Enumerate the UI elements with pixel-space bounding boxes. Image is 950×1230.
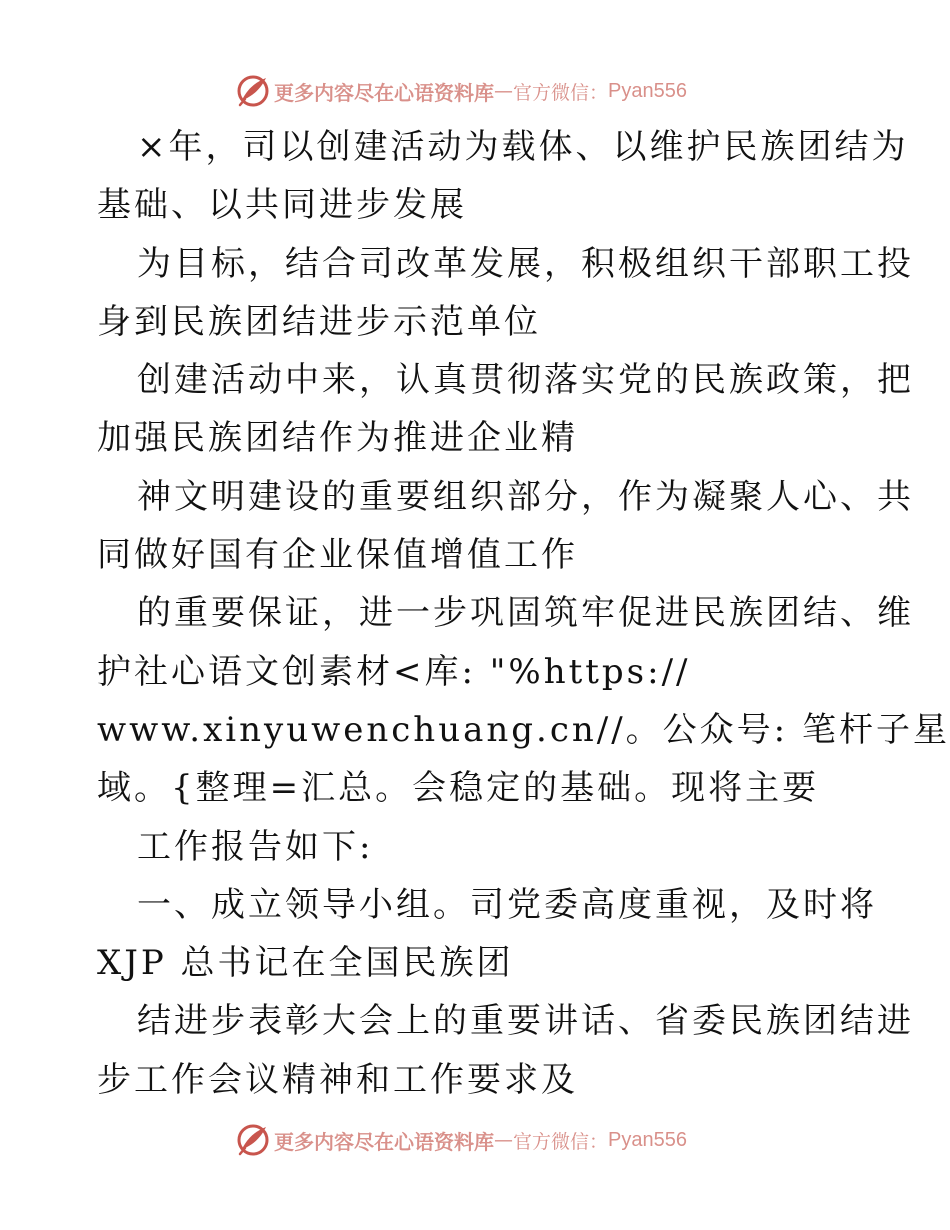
text-line: 创建活动中来，认真贯彻落实党的民族政策，把 (137, 360, 914, 401)
text-line: 为目标，结合司改革发展，积极组织干部职工投 (137, 243, 914, 284)
header-watermark (236, 73, 687, 109)
watermark-title: 更多内容尽在心语资料库 (274, 1129, 494, 1154)
footer-watermark (236, 1122, 687, 1158)
text-line: 神文明建设的重要组织部分，作为凝聚人心、共 (137, 476, 914, 517)
watermark-title: 更多内容尽在心语资料库 (274, 80, 494, 105)
watermark-dash: — (494, 80, 513, 102)
quill-logo-icon (236, 74, 270, 108)
watermark-subtitle: 官方微信： (513, 81, 609, 104)
text-line: 的重要保证，进一步巩固筑牢促进民族团结、维 (137, 593, 914, 634)
text-line: 步工作会议精神和工作要求及 (97, 1059, 578, 1100)
document-body (97, 118, 950, 1109)
text-line: 工作报告如下: (137, 826, 374, 867)
text-line: ×年，司以创建活动为载体、以维护民族团结为 (137, 127, 909, 167)
watermark-subtitle: 官方微信： (513, 1130, 609, 1153)
text-line: XJP 总书记在全国民族团 (97, 943, 514, 984)
text-line: 结进步表彰大会上的重要讲话、省委民族团结进 (137, 1001, 914, 1042)
text-line: www.xinyuwenchuang.cn//。公众号: 笔杆子星 (97, 709, 950, 750)
text-line: 身到民族团结进步示范单位 (97, 301, 541, 342)
text-line: 域。{整理=汇总。会稳定的基础。现将主要 (97, 768, 820, 809)
text-line: 基础、以共同进步发展 (97, 185, 467, 226)
watermark-wechat-id: Pyan556 (608, 1128, 687, 1151)
text-line: 加强民族团结作为推进企业精 (97, 418, 578, 459)
text-line: 护社心语文创素材<库: "%https:// (97, 651, 691, 692)
watermark-wechat-id: Pyan556 (608, 79, 687, 102)
watermark-dash: — (494, 1129, 513, 1151)
quill-logo-icon (236, 1123, 270, 1157)
text-line: 一、成立领导小组。司党委高度重视，及时将 (137, 884, 877, 925)
text-line: 同做好国有企业保值增值工作 (97, 535, 578, 576)
